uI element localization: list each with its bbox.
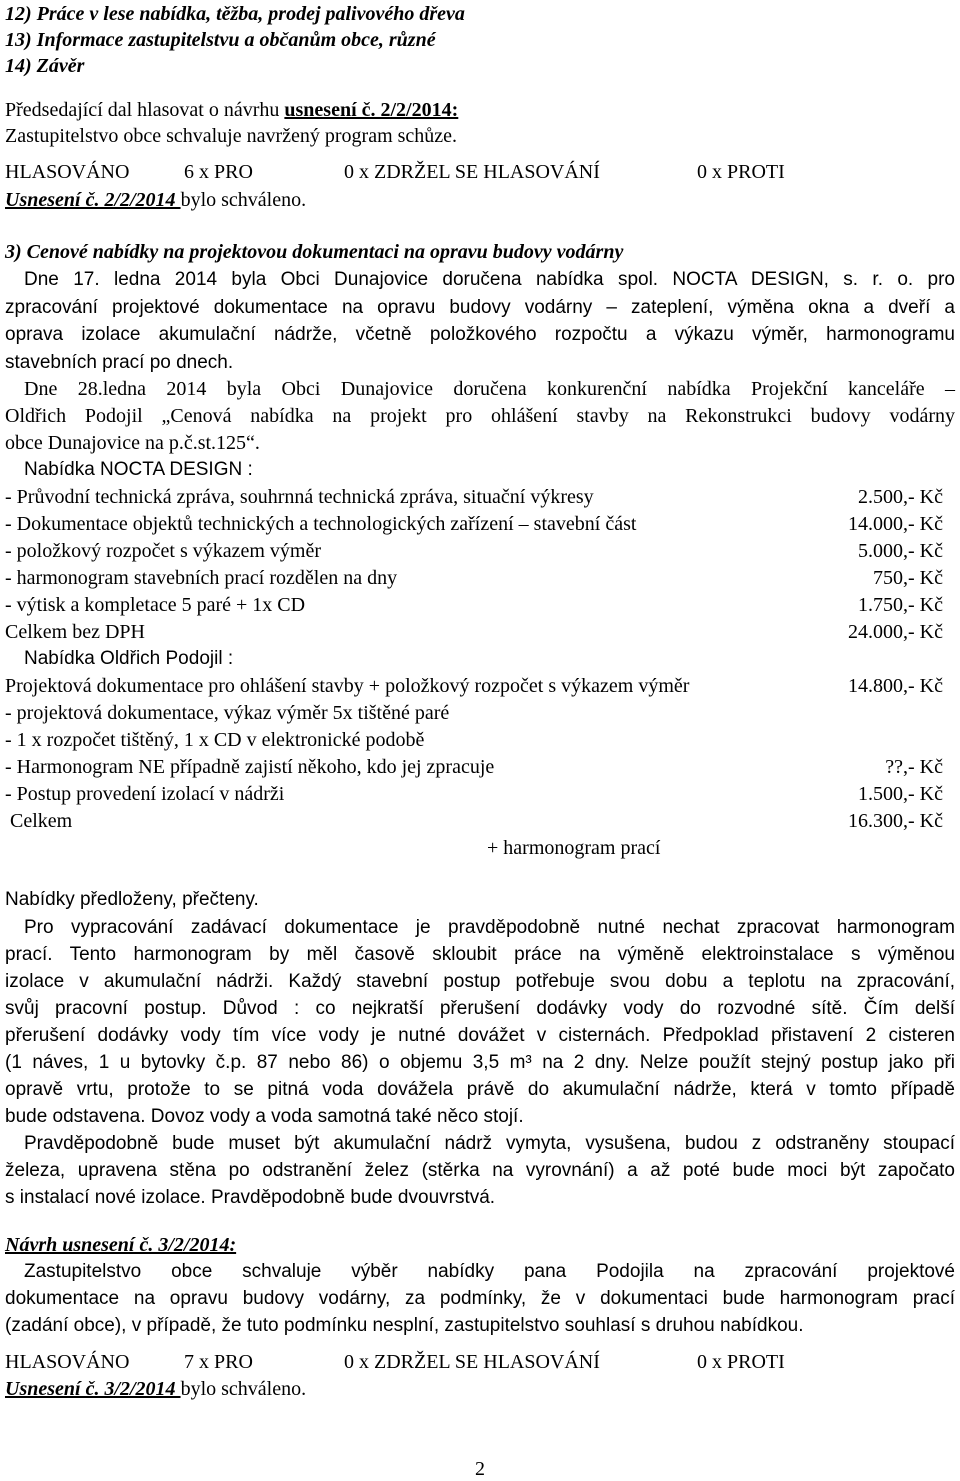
podojil-item-amount: 1.500,- Kč [858, 783, 943, 805]
section3-p2-line: Oldřich Podojil „Cenová nabídka na projekt pro ohlášení stavby na Rekonstrukci budovy vodárny [5, 405, 955, 427]
podojil-title: Nabídka Oldřich Podojil : [24, 648, 234, 669]
podojil-item-amount: ??,- Kč [885, 756, 943, 778]
vote1-intro-line [5, 98, 458, 122]
vote1-hlasovano: HLASOVÁNO [5, 161, 130, 183]
nocta-item-label: - Dokumentace objektů technických a technologických zařízení – stavební část [5, 513, 637, 535]
vote2-text-line: dokumentace na opravu budovy vodárny, za podmínky, že v dokumentaci bude harmonogram prací [5, 1288, 955, 1309]
section3-p3-line: svůj pracovní postup. Důvod : co nejkratší přerušení dodávky vody do rozvodné sítě. Čím delší [5, 998, 955, 1019]
nocta-item-label: - položkový rozpočet s výkazem výměr [5, 540, 322, 562]
vote1-result-ref: Usnesení č. 2/2/2014 [5, 189, 181, 211]
nocta-item-amount: 2.500,- Kč [858, 486, 943, 508]
vote2-text-line: (zadání obce), v případě, že tuto podmínku nesplní, zastupitelstvo souhlasí s druhou nabídkou. [5, 1315, 804, 1336]
vote1-text: Zastupitelstvo obce schvaluje navržený program schůze. [5, 125, 458, 147]
nocta-item-label: - výtisk a kompletace 5 paré + 1x CD [5, 594, 306, 616]
vote2-proposal-title: Návrh usnesení č. 3/2/2014: [5, 1234, 237, 1256]
podojil-note: + harmonogram prací [487, 837, 661, 859]
nocta-item-amount: 14.000,- Kč [848, 513, 943, 535]
vote1-result-text: bylo schváleno. [180, 189, 307, 211]
vote2-result-text: bylo schváleno. [180, 1378, 307, 1400]
nocta-total-label: Celkem bez DPH [5, 621, 145, 643]
section3-p2-line: Dne 28.ledna 2014 byla Obci Dunajovice doručena konkurenční nabídka Projekční kanceláře – [24, 378, 955, 400]
nocta-item-amount: 5.000,- Kč [858, 540, 943, 562]
vote1-resolution-ref: usnesení č. 2/2/2014: [284, 99, 459, 121]
vote2-pro: 7 x PRO [184, 1351, 253, 1373]
vote2-zdrzel: 0 x ZDRŽEL SE HLASOVÁNÍ [344, 1351, 600, 1373]
vote1-intro: Předsedající dal hlasovat o návrhu [5, 99, 285, 121]
section3-p4-line: Pravděpodobně bude muset být akumulační nádrž vymyta, vysušena, budou z odstraněny stoupací [24, 1133, 955, 1154]
vote1-result [5, 188, 306, 212]
offers-presented: Nabídky předloženy, přečteny. [5, 889, 259, 910]
agenda-item-13: 13) Informace zastupitelstvu a občanům obce, různé [5, 29, 436, 51]
section3-p2-line: obce Dunajovice na p.č.st.125“. [5, 432, 260, 454]
section3-heading: 3) Cenové nabídky na projektovou dokumentaci na opravu budovy vodárny [5, 241, 624, 263]
vote2-proti: 0 x PROTI [697, 1351, 785, 1373]
nocta-total-amount: 24.000,- Kč [848, 621, 943, 643]
vote2-result-ref: Usnesení č. 3/2/2014 [5, 1378, 181, 1400]
section3-p3-line: (1 náves, 1 u bytovky č.p. 87 nebo 86) o objemu 3,5 m³ na 2 dny. Nelze použít stejný postup jako při [5, 1052, 955, 1073]
nocta-item-label: - Průvodní technická zpráva, souhrnná technická zpráva, situační výkresy [5, 486, 594, 508]
section3-p3-line: Pro vypracování zadávací dokumentace je pravděpodobně nutné nechat zpracovat harmonogram [24, 917, 955, 938]
podojil-item-label: Projektová dokumentace pro ohlášení stavby + položkový rozpočet s výkazem výměr [5, 675, 690, 697]
page-number: 2 [475, 1458, 485, 1480]
section3-p1-line: stavebních prací po dnech. [5, 352, 234, 373]
podojil-item-amount: 14.800,- Kč [848, 675, 943, 697]
vote2-text-line: Zastupitelstvo obce schvaluje výběr nabídky pana Podojila na zpracování projektové [24, 1261, 955, 1282]
section3-p1-line: zpracování projektové dokumentace na opravu budovy vodárny – zateplení, výměna okna a dveří a [5, 297, 955, 318]
agenda-item-14: 14) Závěr [5, 55, 85, 77]
podojil-item-label: - Harmonogram NE případně zajistí někoho, kdo jej zpracuje [5, 756, 495, 778]
podojil-item-label: - 1 x rozpočet tištěný, 1 x CD v elektronické podobě [5, 729, 425, 751]
vote1-zdrzel: 0 x ZDRŽEL SE HLASOVÁNÍ [344, 161, 600, 183]
vote2-result [5, 1377, 306, 1401]
agenda-item-12: 12) Práce v lese nabídka, těžba, prodej palivového dřeva [5, 3, 465, 25]
section3-p3-line: přerušení dodávky vody tím více vody je nutné dovážet v cisternách. Předpoklad přistavení 2 cisteren [5, 1025, 955, 1046]
podojil-item-label: - Postup provedení izolací v nádrži [5, 783, 285, 805]
vote1-pro: 6 x PRO [184, 161, 253, 183]
section3-p3-line: bude odstavena. Dovoz vody a voda samotná také něco stojí. [5, 1106, 524, 1127]
nocta-title: Nabídka NOCTA DESIGN : [24, 459, 253, 480]
podojil-total-amount: 16.300,- Kč [848, 810, 943, 832]
nocta-item-label: - harmonogram stavebních prací rozdělen na dny [5, 567, 398, 589]
section3-p1-line: oprava izolace akumulační nádrže, včetně položkového rozpočtu a výkazu výměr, harmonogramu [5, 324, 955, 345]
podojil-total-label: Celkem [10, 810, 73, 832]
nocta-item-amount: 1.750,- Kč [858, 594, 943, 616]
section3-p4-line: s instalací nové izolace. Pravděpodobně bude dvouvrstvá. [5, 1187, 496, 1208]
section3-p3-line: prací. Tento harmonogram by měl časově skloubit práce na výměně elektroinstalace s výměnou [5, 944, 955, 965]
section3-p3-line: opravě vrtu, protože to se pitná voda dovážela právě do akumulační nádrže, která v tomto případě [5, 1079, 955, 1100]
section3-p3-line: izolace v akumulační nádrži. Každý stavební postup potřebuje svou dobu a teplotu na zpracování, [5, 971, 955, 992]
vote2-hlasovano: HLASOVÁNO [5, 1351, 130, 1373]
podojil-item-label: - projektová dokumentace, výkaz výměr 5x tištěné paré [5, 702, 450, 724]
vote1-proti: 0 x PROTI [697, 161, 785, 183]
section3-p4-line: železa, upravena stěna po odstranění želez (stěrka na vyrovnání) a až poté bude moci být započato [5, 1160, 955, 1181]
nocta-item-amount: 750,- Kč [873, 567, 943, 589]
section3-p1-line: Dne 17. ledna 2014 byla Obci Dunajovice doručena nabídka spol. NOCTA DESIGN, s. r. o. pro [24, 269, 955, 290]
